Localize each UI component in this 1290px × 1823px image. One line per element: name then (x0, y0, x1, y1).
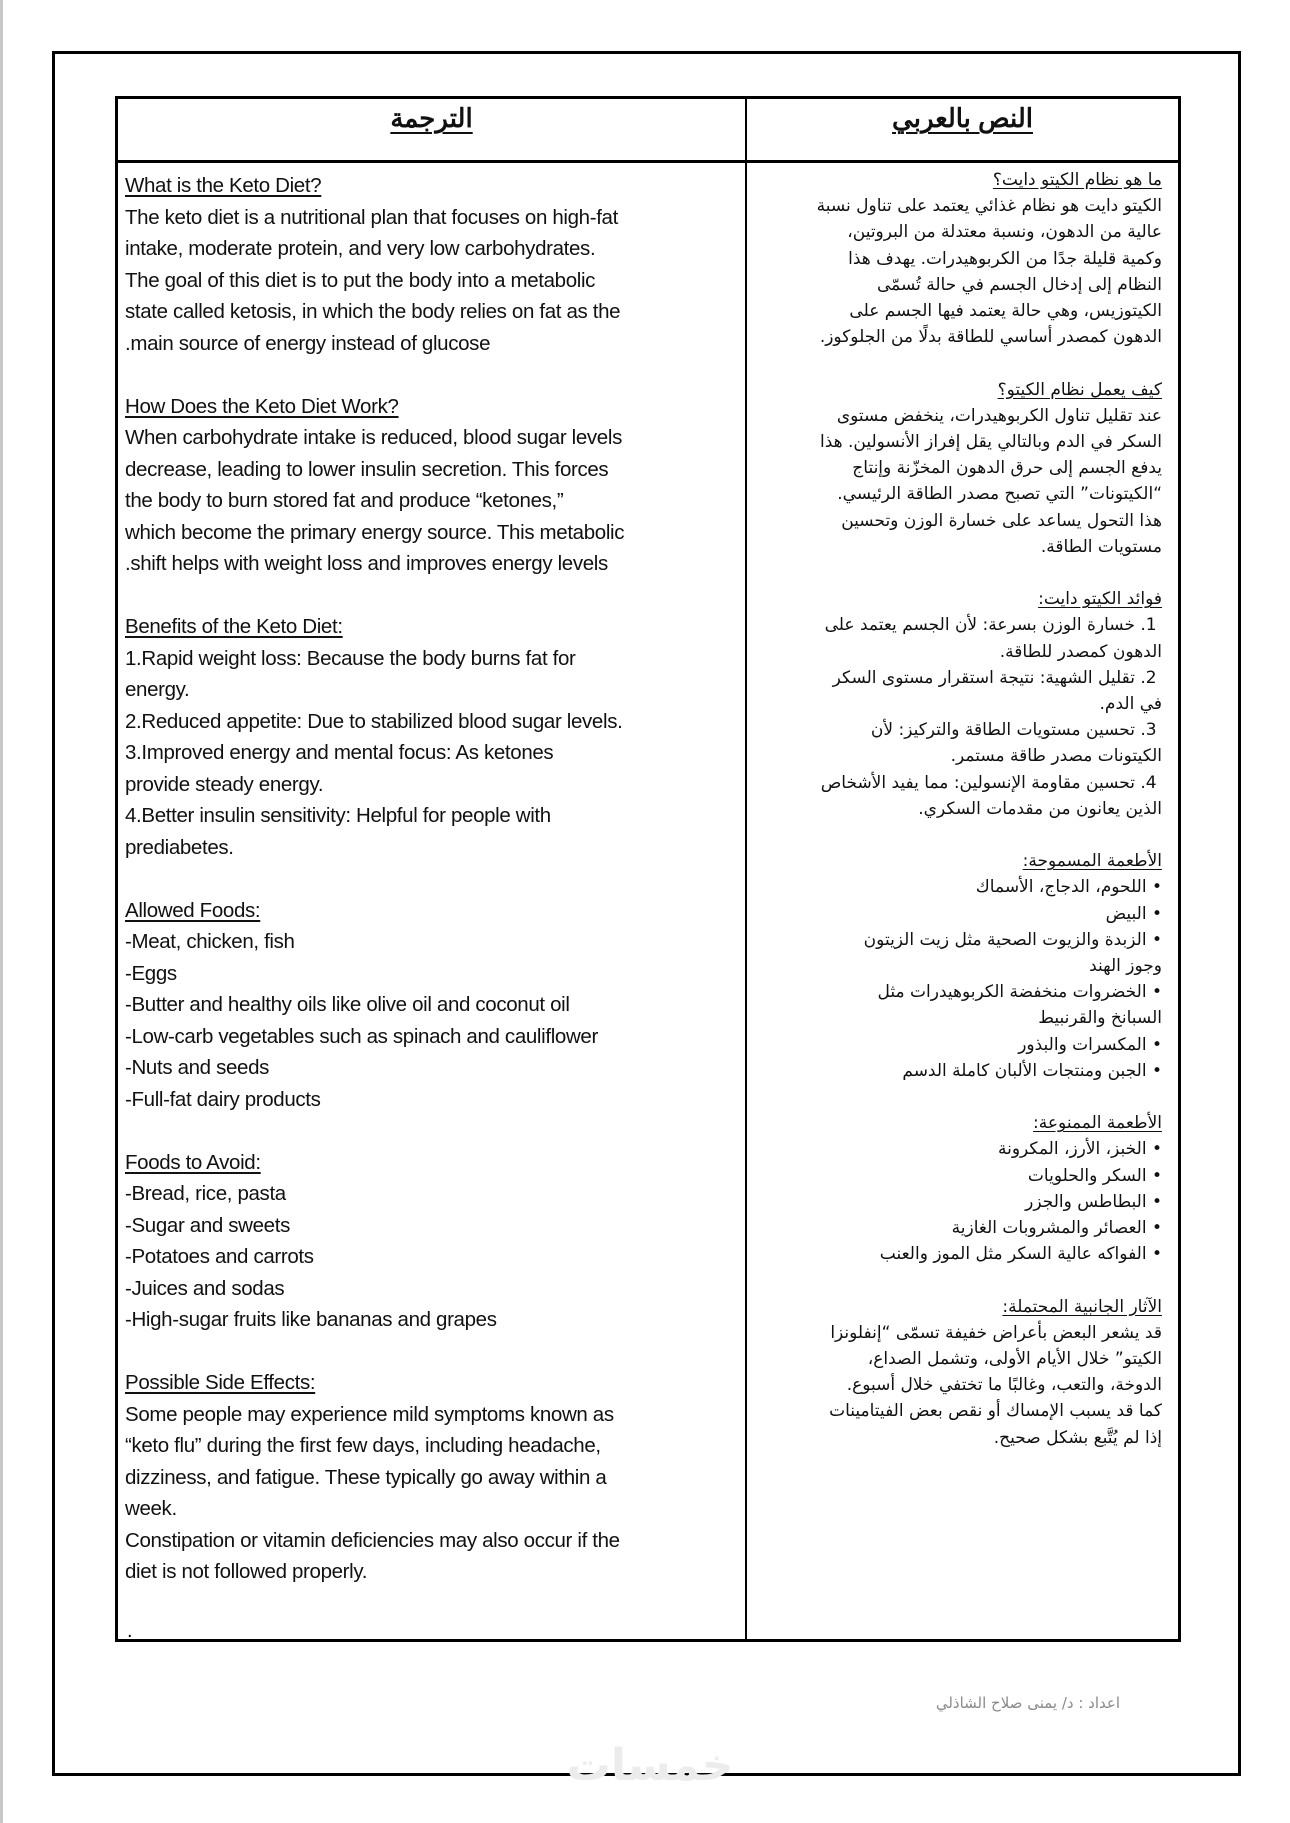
text-line: “الكيتونات” التي تصبح مصدر الطاقة الرئيسي. (837, 484, 1162, 505)
section-title: Allowed Foods: (125, 898, 261, 922)
text-line: • الزبدة والزيوت الصحية مثل زيت الزيتون (863, 929, 1162, 950)
header-translation: الترجمة (390, 103, 473, 133)
section (750, 167, 1162, 350)
text-line: • اللحوم، الدجاج، الأسماك (975, 877, 1162, 898)
section-title: الأطعمة المسموحة: (1022, 851, 1162, 872)
section-title: Possible Side Effects: (125, 1371, 316, 1394)
text-line: The goal of this diet is to put the body into a metabolic (125, 268, 596, 292)
text-line: 1. خسارة الوزن بسرعة: لأن الجسم يعتمد على (824, 615, 1162, 636)
text-line: • الجبن ومنتجات الألبان كاملة الدسم (902, 1060, 1162, 1081)
section-title: فوائد الكيتو دايت: (1038, 589, 1162, 610)
section-gap (750, 350, 1162, 376)
text-line: energy. (125, 678, 190, 701)
text-line: .shift helps with weight loss and improves energy levels (125, 552, 608, 575)
trailing-mark: . (127, 1620, 133, 1642)
text-line: إذا لم يُتَّبع بشكل صحيح. (993, 1427, 1162, 1448)
text-line: diet is not followed properly. (125, 1560, 368, 1583)
section-title: Benefits of the Keto Diet: (125, 615, 343, 638)
section (750, 350, 1162, 560)
text-line: 2.Reduced appetite: Due to stabilized blood sugar levels. (125, 709, 623, 733)
text-line: -Juices and sodas (125, 1276, 285, 1300)
section (125, 359, 740, 580)
column-divider (745, 99, 747, 1639)
section-title: Foods to Avoid: (125, 1150, 261, 1174)
text-line: الدوخة، والتعب، وغالبًا ما تختفي خلال أسبوع. (846, 1375, 1162, 1396)
section-gap (125, 580, 740, 612)
section-gap (125, 1115, 740, 1147)
section (125, 170, 740, 359)
text-line: الكيتوزيس، وهي حالة يعتمد فيها الجسم على (849, 301, 1162, 322)
text-line: عالية من الدهون، ونسبة معتدلة من البروتين، (847, 222, 1162, 243)
text-line: في الدم. (1099, 694, 1162, 715)
text-line: “keto flu” during the first few days, including headache, (125, 1434, 601, 1457)
text-line: prediabetes. (125, 835, 234, 859)
text-line: عند تقليل تناول الكربوهيدرات، ينخفض مستوى (836, 405, 1162, 426)
text-line: الكيتونات مصدر طاقة مستمر. (950, 746, 1162, 767)
page-edge (0, 0, 3, 1823)
text-line: The keto diet is a nutritional plan that focuses on high-fat (125, 205, 618, 229)
text-line: dizziness, and fatigue. These typically go away within a (125, 1465, 607, 1489)
text-line: the body to burn stored fat and produce “ketones,” (125, 489, 564, 512)
text-line: -Meat, chicken, fish (125, 930, 295, 953)
section (750, 1267, 1162, 1450)
section (125, 863, 740, 1115)
header-arabic-text: النص بالعربي (892, 103, 1033, 133)
text-line: -High-sugar fruits like bananas and grapes (125, 1308, 497, 1331)
text-line: 3.Improved energy and mental focus: As ketones (125, 741, 554, 764)
text-line: • الفواكه عالية السكر مثل الموز والعنب (879, 1244, 1162, 1265)
text-line: • الخضروات منخفضة الكربوهيدرات مثل (877, 982, 1162, 1003)
text-line: وكمية قليلة جدًا من الكربوهيدرات. يهدف هذا (848, 248, 1162, 269)
section-gap (750, 1267, 1162, 1293)
text-line: يدفع الجسم إلى حرق الدهون المخزّنة وإنتاج (852, 458, 1162, 479)
text-line: الكيتو دايت هو نظام غذائي يعتمد على تناول نسبة (816, 196, 1162, 217)
section-gap (750, 1084, 1162, 1110)
text-line: وجوز الهند (1089, 956, 1162, 977)
text-line: week. (125, 1497, 177, 1520)
section (750, 560, 1162, 822)
english-column (125, 170, 740, 1588)
section (125, 580, 740, 864)
text-line: 1.Rapid weight loss: Because the body burns fat for (125, 646, 576, 670)
text-line: الدهون كمصدر أساسي للطاقة بدلًا من الجلوكوز. (819, 327, 1162, 348)
text-line: كما قد يسبب الإمساك أو نقص بعض الفيتامينات (829, 1401, 1162, 1422)
section-gap (750, 560, 1162, 586)
text-line: النظام إلى إدخال الجسم في حالة تُسمّى (876, 274, 1162, 295)
text-line: • الخبز، الأرز، المكرونة (998, 1139, 1162, 1160)
section-title: الآثار الجانبية المحتملة: (1002, 1296, 1162, 1317)
section-title: كيف يعمل نظام الكيتو؟ (997, 379, 1162, 400)
text-line: 4.Better insulin sensitivity: Helpful for people with (125, 804, 551, 827)
text-line: which become the primary energy source. This metabolic (125, 520, 625, 544)
section-title: ما هو نظام الكيتو دايت؟ (992, 170, 1162, 190)
text-line: -Butter and healthy oils like olive oil and coconut oil (125, 993, 570, 1016)
text-line: -Bread, rice, pasta (125, 1182, 286, 1205)
section-title: What is the Keto Diet? (125, 174, 322, 197)
text-line: -Eggs (125, 961, 177, 985)
text-line: • المكسرات والبذور (1018, 1034, 1162, 1055)
text-line: السبانخ والقرنبيط (1038, 1008, 1162, 1029)
author-credit: اعداد : د/ يمنى صلاح الشاذلي (935, 1694, 1120, 1712)
table-header-row (118, 99, 1178, 163)
text-line: state called ketosis, in which the body relies on fat as the (125, 300, 621, 323)
section (750, 1084, 1162, 1267)
section-title: الأطعمة الممنوعة: (1033, 1113, 1162, 1134)
section (750, 822, 1162, 1084)
text-line: قد يشعر البعض بأعراض خفيفة تسمّى “إنفلونزا (830, 1322, 1162, 1343)
text-line: -Nuts and seeds (125, 1056, 270, 1079)
section-gap (750, 822, 1162, 848)
arabic-column (750, 167, 1162, 1451)
text-line: -Full-fat dairy products (125, 1087, 321, 1111)
text-line: الدهون كمصدر للطاقة. (999, 641, 1162, 662)
text-line: • السكر والحلويات (1027, 1165, 1162, 1186)
text-line: Some people may experience mild symptoms known as (125, 1402, 614, 1426)
text-line: السكر في الدم وبالتالي يقل إفراز الأنسولين. هذا (819, 432, 1162, 453)
text-line: الكيتو” خلال الأيام الأولى، وتشمل الصداع، (867, 1349, 1162, 1370)
text-line: 2. تقليل الشهية: نتيجة استقرار مستوى السكر (832, 667, 1162, 688)
text-line: هذا التحول يساعد على خسارة الوزن وتحسين (841, 510, 1162, 531)
text-line: When carbohydrate intake is reduced, blood sugar levels (125, 426, 622, 449)
text-line: .main source of energy instead of glucose (125, 331, 491, 355)
text-line: provide steady energy. (125, 772, 324, 796)
section-title: How Does the Keto Diet Work? (125, 394, 399, 418)
text-line: • العصائر والمشروبات الغازية (951, 1218, 1162, 1239)
text-line: -Potatoes and carrots (125, 1245, 314, 1268)
text-line: • البيض (1105, 903, 1162, 924)
section (125, 1115, 740, 1336)
text-line: Constipation or vitamin deficiencies may also occur if the (125, 1528, 620, 1552)
text-line: 3. تحسين مستويات الطاقة والتركيز: لأن (870, 720, 1162, 741)
section-gap (125, 1336, 740, 1368)
text-line: -Sugar and sweets (125, 1213, 290, 1237)
section (125, 1336, 740, 1588)
section-gap (125, 863, 740, 895)
text-line: -Low-carb vegetables such as spinach and cauliflower (125, 1024, 598, 1048)
text-line: 4. تحسين مقاومة الإنسولين: مما يفيد الأشخاص (820, 772, 1162, 793)
text-line: • البطاطس والجزر (1025, 1191, 1162, 1212)
text-line: الذين يعانون من مقدمات السكري. (918, 798, 1162, 819)
text-line: intake, moderate protein, and very low carbohydrates. (125, 237, 596, 260)
section-gap (125, 359, 740, 391)
text-line: decrease, leading to lower insulin secretion. This forces (125, 457, 609, 481)
translation-table (115, 96, 1181, 1642)
watermark-logo: خمسات (566, 1740, 734, 1791)
text-line: مستويات الطاقة. (1040, 536, 1162, 557)
